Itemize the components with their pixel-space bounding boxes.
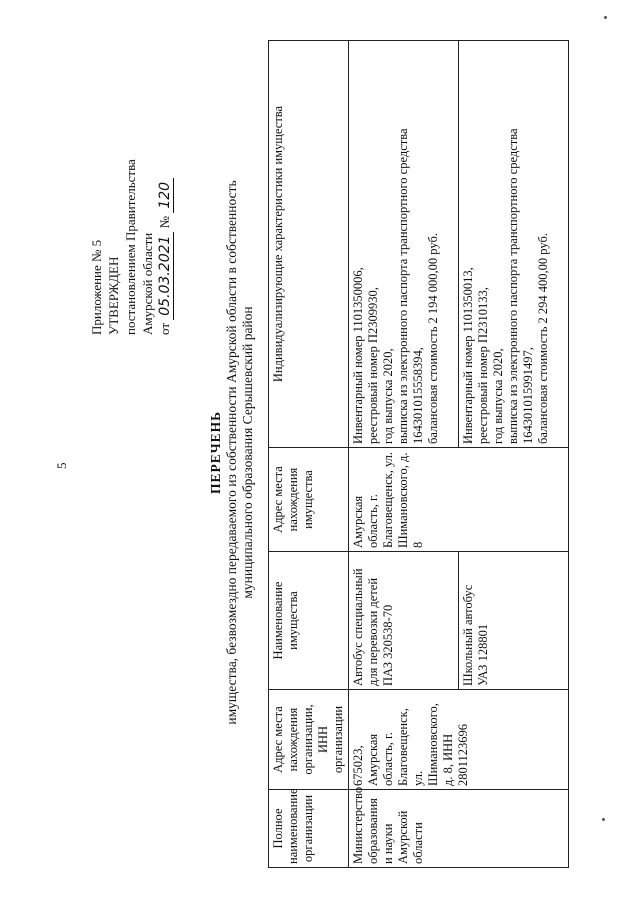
- org-name-cell: Министерство образования и науки Амурской области: [349, 790, 569, 868]
- number-prefix: №: [157, 215, 172, 229]
- property-model-line: УАЗ 128801: [476, 623, 490, 686]
- table-row: [349, 41, 459, 868]
- table-header-row: [269, 41, 349, 868]
- header-property-address: Адрес места нахождения имущества: [269, 448, 349, 552]
- char-line: год выпуска 2020,: [491, 348, 505, 444]
- char-line: реестровый номер П2309930,: [366, 287, 380, 444]
- property-name-cell: [459, 552, 569, 690]
- header-property-characteristics: Индивидуализирующие характеристики имущества: [269, 41, 349, 448]
- date-line: [156, 159, 174, 335]
- char-line: Инвентарный номер 1101350006,: [351, 267, 365, 444]
- char-line: выписка из электронного паспорта транспортного средства 164301015558394,: [396, 128, 425, 444]
- property-characteristics-cell: [349, 41, 459, 448]
- title-municipality: муниципального образования Серышевский район: [240, 306, 255, 599]
- title-subheading: имущества, безвозмездно передаваемого из собственности Амурской области в собственность: [224, 180, 239, 725]
- char-line: выписка из электронного паспорта транспортного средства 164301015991497,: [506, 128, 535, 444]
- scan-speck: [604, 16, 607, 19]
- authority-label: Амурской области: [140, 232, 155, 335]
- property-name-line: Автобус специальный для перевозки детей: [351, 568, 380, 686]
- date-prefix: от: [157, 322, 172, 335]
- property-model-line: ПАЗ 320538-70: [381, 604, 395, 686]
- property-address-cell: Амурская область, г. Благовещенск, ул. Шимановского, д. 8: [349, 448, 569, 552]
- title-heading: ПЕРЕЧЕНЬ: [208, 410, 223, 495]
- handwritten-number: 120: [157, 178, 174, 213]
- char-line: реестровый номер П2310133,: [476, 287, 490, 444]
- char-line: балансовая стоимость 2 294 400,00 руб.: [536, 233, 550, 444]
- property-name-cell: [349, 552, 459, 690]
- handwritten-date: 05.03.2021: [157, 232, 174, 320]
- header-org-name: Полное наименование организации: [269, 790, 349, 868]
- page-number: 5: [54, 462, 69, 469]
- header-property-name: Наименование имущества: [269, 552, 349, 690]
- approved-label: УТВЕРЖДЕН: [106, 256, 121, 335]
- char-line: Инвентарный номер 1101350013,: [461, 267, 475, 444]
- property-name-line: Школьный автобус: [461, 584, 475, 686]
- document-title: [208, 60, 256, 845]
- appendix-label: Приложение № 5: [89, 239, 104, 335]
- org-address-cell: 675023, Амурская область, г. Благовещенск, ул. Шимановского, д. 8, ИНН 2801123696: [349, 690, 569, 790]
- property-characteristics-cell: [459, 41, 569, 448]
- approval-stamp: [88, 159, 174, 335]
- char-line: год выпуска 2020,: [381, 348, 395, 444]
- property-table: [268, 40, 569, 868]
- char-line: балансовая стоимость 2 194 000,00 руб.: [426, 233, 440, 444]
- scan-speck: [602, 818, 605, 821]
- header-org-address: Адрес места нахождения организации, ИНН организации: [269, 690, 349, 790]
- decree-label: постановлением Правительства: [123, 159, 138, 335]
